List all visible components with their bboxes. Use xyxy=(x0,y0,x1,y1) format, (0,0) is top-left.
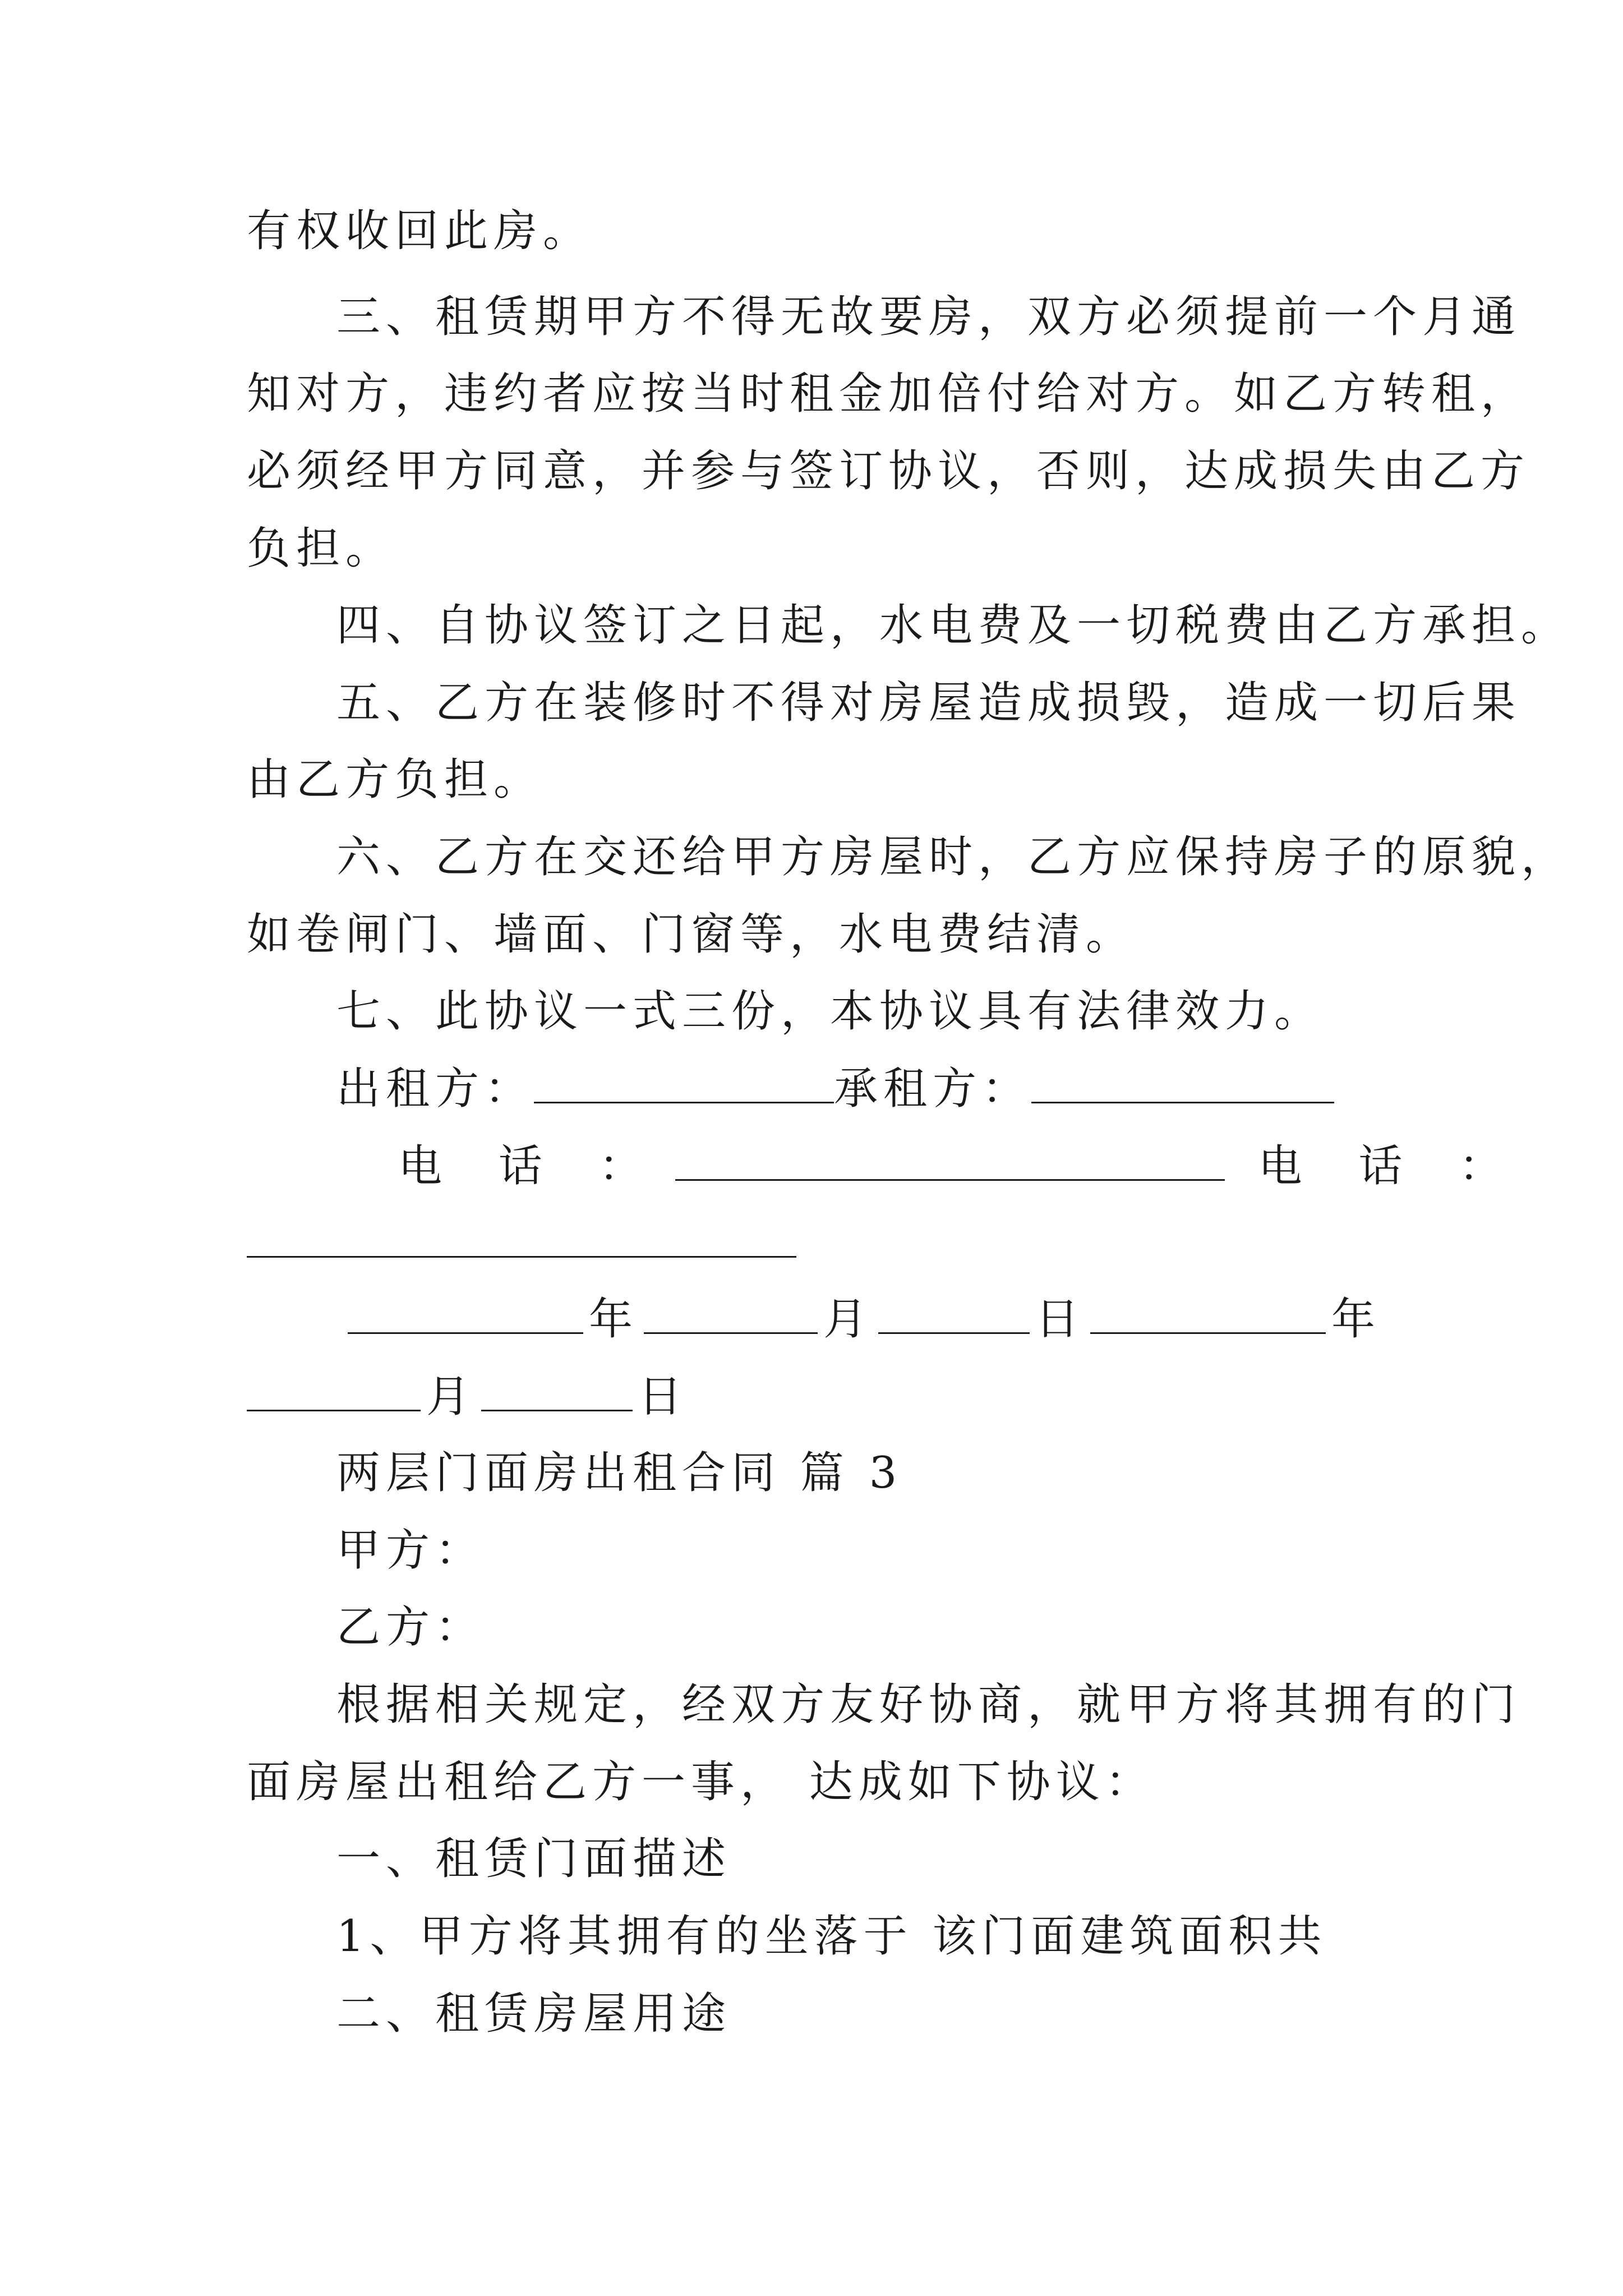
phone-blank-2 xyxy=(247,1221,796,1258)
lessor-blank xyxy=(534,1067,834,1103)
party-b-label: 乙方： xyxy=(336,1602,485,1653)
phone-label-2: 电 话 ： xyxy=(1258,1141,1524,1191)
month-label-1: 月 xyxy=(823,1294,873,1345)
year-label-2: 年 xyxy=(1331,1294,1381,1345)
clause-3-line: 知对方，违约者应按当时租金加倍付给对方。如乙方转租， xyxy=(247,369,1530,419)
section-heading: 两层门面房出租合同 篇 3 xyxy=(336,1448,903,1498)
lessee-blank xyxy=(1031,1067,1334,1103)
month-label-2: 月 xyxy=(426,1372,476,1422)
phone-label-1: 电 话 ： xyxy=(398,1141,664,1191)
item-heading: 二、租赁房屋用途 xyxy=(336,1989,732,2039)
party-a-label: 甲方： xyxy=(336,1525,485,1576)
clause-7-line: 七、此协议一式三份，本协议具有法律效力。 xyxy=(336,986,1324,1037)
month-blank-2 xyxy=(247,1375,421,1411)
intro-line: 根据相关规定，经双方友好协商，就甲方将其拥有的门 xyxy=(336,1680,1521,1730)
day-label-2: 日 xyxy=(638,1372,688,1422)
clause-3-line: 负担。 xyxy=(247,523,395,574)
day-blank-2 xyxy=(481,1375,633,1411)
clause-3-line: 三、租赁期甲方不得无故要房，双方必须提前一个月通 xyxy=(336,292,1521,342)
item-text: 1、甲方将其拥有的坐落于 该门面建筑面积共 xyxy=(336,1911,1327,1962)
clause-5-line: 由乙方负担。 xyxy=(247,754,543,805)
year-blank-2 xyxy=(1090,1297,1326,1334)
day-label-1: 日 xyxy=(1035,1294,1085,1345)
year-label-1: 年 xyxy=(589,1294,639,1345)
clause-6-line: 六、乙方在交还给甲方房屋时，乙方应保持房子的原貌， xyxy=(336,832,1571,882)
lessor-label: 出租方： xyxy=(336,1064,534,1114)
date-row-2 xyxy=(247,1369,1385,1425)
intro-line: 面房屋出租给乙方一事， 达成如下协议： xyxy=(247,1757,1155,1807)
clause-6-line: 如卷闸门、墙面、门窗等，水电费结清。 xyxy=(247,909,1136,960)
phone-row xyxy=(398,1138,1524,1194)
item-heading: 一、租赁门面描述 xyxy=(336,1834,732,1884)
year-blank-1 xyxy=(348,1297,583,1334)
day-blank-1 xyxy=(878,1297,1030,1334)
date-row xyxy=(348,1291,1385,1347)
clause-3-line: 必须经甲方同意，并参与签订协议，否则，达成损失由乙方 xyxy=(247,446,1530,496)
phone-blank-row xyxy=(247,1215,1385,1271)
signature-row xyxy=(336,1061,1385,1117)
month-blank-1 xyxy=(644,1297,818,1334)
paragraph-line: 有权收回此房。 xyxy=(247,206,593,256)
lessee-label: 承租方： xyxy=(834,1064,1032,1114)
clause-4-line: 四、自协议签订之日起，水电费及一切税费由乙方承担。 xyxy=(336,600,1571,651)
phone-blank-1 xyxy=(675,1144,1225,1181)
clause-5-line: 五、乙方在装修时不得对房屋造成损毁，造成一切后果 xyxy=(336,678,1521,728)
